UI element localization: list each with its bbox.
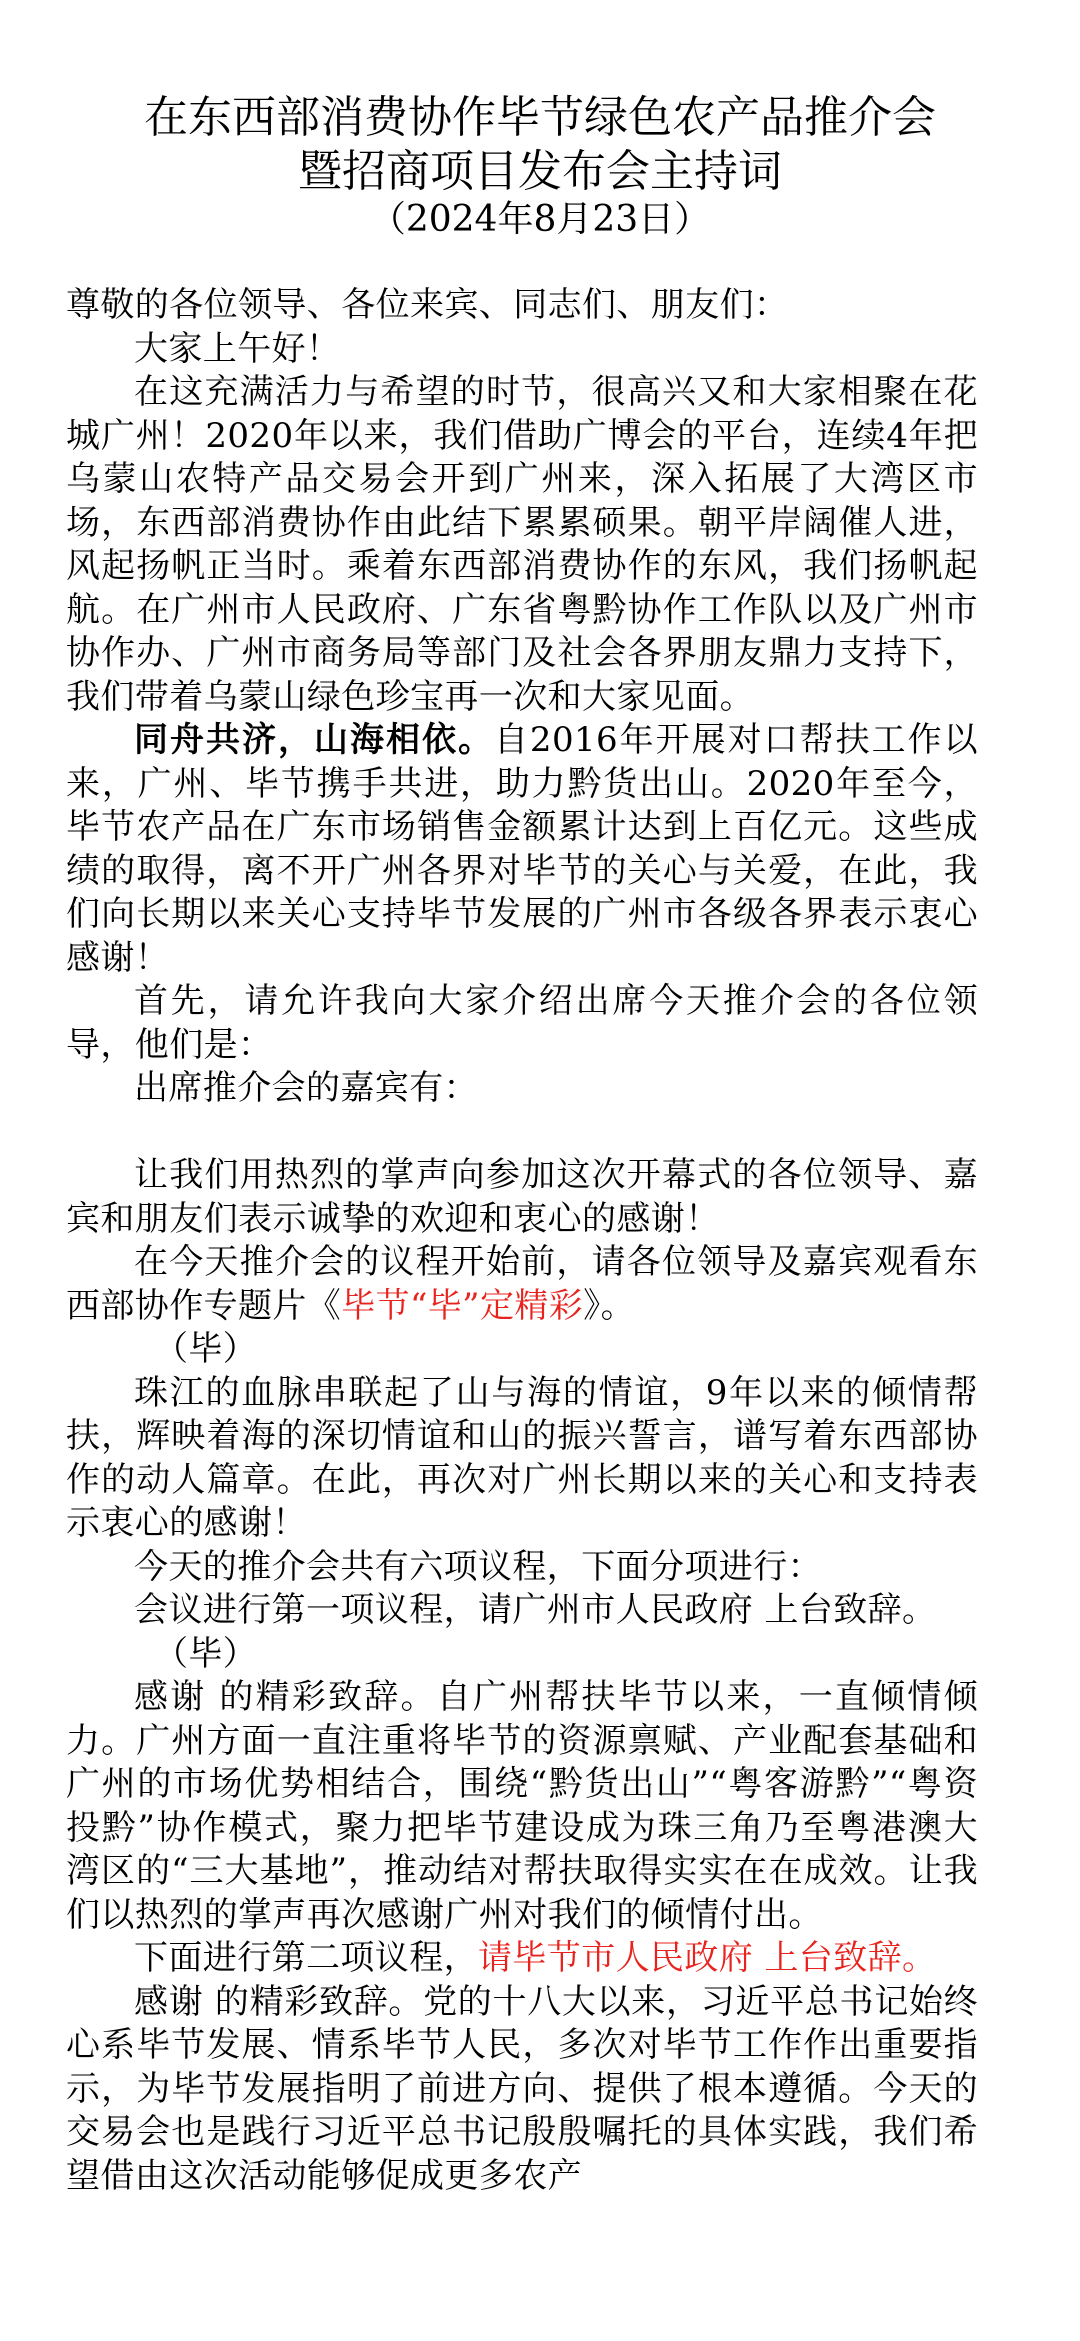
paragraph-5: 出席推介会的嘉宾有： — [134, 1068, 478, 1108]
paragraph-3-text: 自2016年开展对口帮扶工作以来，广州、毕节携手共进，助力黔货出山。2020年至今，毕节农产品在广东市场销售金额累计达到上百亿元。这些成绩的取得，离不开广州各界对毕节的关心与关爱，在此，我们向长期以来关心支持毕节发展的广州市各级各界表示衷心感谢！ — [66, 720, 978, 978]
paragraph-3 — [66, 719, 978, 980]
paragraph-9: 今天的推介会共有六项议程，下面分项进行： — [134, 1546, 822, 1587]
document-title-line1: 在东西部消费协作毕节绿色农产品推介会 — [144, 92, 936, 143]
greeting: 尊敬的各位领导、各位来宾、同志们、朋友们： — [66, 285, 789, 325]
paragraph-7-end: 》。 — [583, 1285, 635, 1326]
paragraph-11: 感谢 的精彩致辞。自广州帮扶毕节以来，一直倾情倾力。广州方面一直注重将毕节的资源禀赋、产业配套基础和广州的市场优势相结合，围绕“黔货出山”“粤客游黔”“粤资投黔”协作模式，聚力把毕节建设成为珠三角乃至粤港澳大湾区的“三大基地”，推动结对帮扶取得实实在在成效。让我们以热烈的掌声再次感谢广州对我们的倾情付出。 — [66, 1677, 978, 1935]
blank-line — [66, 1111, 978, 1155]
end-marker-1: （毕） — [154, 1329, 258, 1369]
paragraph-12 — [66, 1937, 978, 1981]
agenda-highlight: 请毕节市人民政府 上台致辞。 — [478, 1938, 937, 1978]
paragraph-1: 大家上午好！ — [134, 328, 341, 369]
paragraph-7 — [66, 1241, 978, 1328]
paragraph-12-text: 下面进行第二项议程， — [134, 1938, 478, 1978]
paragraph-3-lead: 同舟共济，山海相依。 — [134, 720, 494, 760]
document-date: （2024年8月23日） — [369, 199, 711, 240]
film-title-highlight: 毕节“毕”定精彩 — [341, 1285, 584, 1326]
paragraph-7-text: 在今天推介会的议程开始前，请各位领导及嘉宾观看东西部协作专题片《 — [66, 1242, 978, 1326]
document-title-line2: 暨招商项目发布会主持词 — [298, 146, 782, 197]
paragraph-8: 珠江的血脉串联起了山与海的情谊，9年以来的倾情帮扶，辉映着海的深切情谊和山的振兴誓言，谱写着东西部协作的动人篇章。在此，再次对广州长期以来的关心和支持表示衷心的感谢！ — [66, 1372, 978, 1543]
end-marker-2: （毕） — [154, 1633, 258, 1674]
paragraph-2: 在这充满活力与希望的时节，很高兴又和大家相聚在花城广州！2020年以来，我们借助广博会的平台，连续4年把乌蒙山农特产品交易会开到广州来，深入拓展了大湾区市场，东西部消费协作由此结下累累硕果。朝平岸阔催人进，风起扬帆正当时。乘着东西部消费协作的东风，我们扬帆起航。在广州市人民政府、广东省粤黔协作工作队以及广州市协作办、广州市商务局等部门及社会各界朋友鼎力支持下，我们带着乌蒙山绿色珍宝再一次和大家见面。 — [66, 372, 978, 717]
paragraph-6: 让我们用热烈的掌声向参加这次开幕式的各位领导、嘉宾和朋友们表示诚挚的欢迎和衷心的感谢！ — [66, 1155, 978, 1239]
paragraph-10: 会议进行第一项议程，请广州市人民政府 上台致辞。 — [134, 1590, 937, 1630]
paragraph-4: 首先，请允许我向大家介绍出席今天推介会的各位领导，他们是： — [66, 981, 978, 1065]
paragraph-13: 感谢 的精彩致辞。党的十八大以来，习近平总书记始终心系毕节发展、情系毕节人民，多次对毕节工作作出重要指示，为毕节发展指明了前进方向、提供了根本遵循。今天的交易会也是践行习近平总书记殷殷嘱托的具体实践，我们希望借由这次活动能够促成更多农产 — [66, 1981, 978, 2196]
document-body — [66, 284, 978, 2198]
